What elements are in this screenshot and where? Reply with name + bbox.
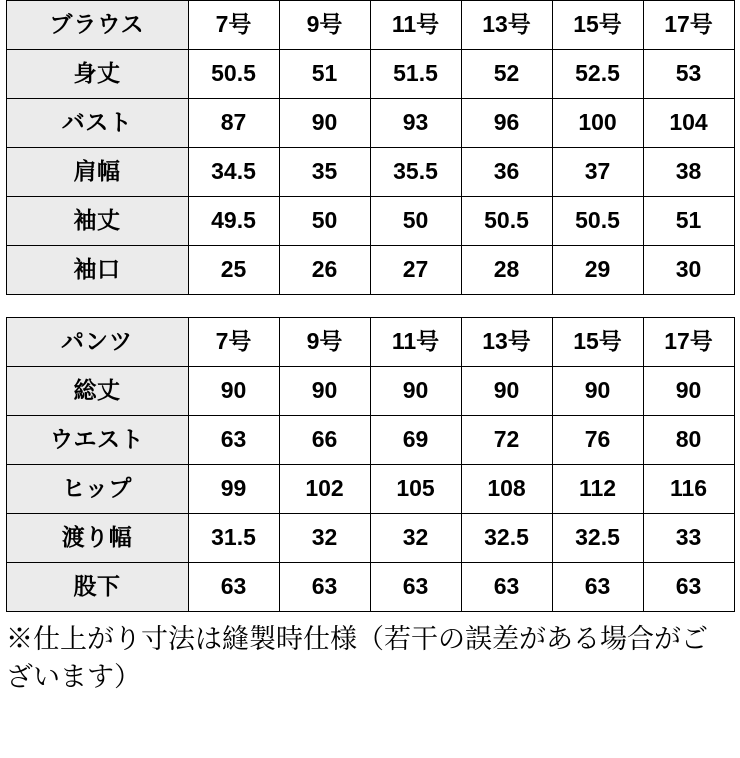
blouse-cell: 29	[552, 246, 643, 295]
blouse-row-label: 身丈	[6, 50, 188, 99]
blouse-cell: 35	[279, 148, 370, 197]
pants-cell: 80	[643, 416, 734, 465]
blouse-size-table	[6, 0, 735, 295]
blouse-cell: 36	[461, 148, 552, 197]
pants-cell: 105	[370, 465, 461, 514]
pants-column-header: 15号	[552, 318, 643, 367]
blouse-cell: 49.5	[188, 197, 279, 246]
blouse-cell: 35.5	[370, 148, 461, 197]
pants-cell: 90	[279, 367, 370, 416]
pants-cell: 90	[461, 367, 552, 416]
pants-cell: 63	[279, 563, 370, 612]
table-row	[6, 367, 734, 416]
blouse-cell: 87	[188, 99, 279, 148]
blouse-cell: 51.5	[370, 50, 461, 99]
blouse-cell: 51	[643, 197, 734, 246]
table-row	[6, 99, 734, 148]
blouse-column-header: 7号	[188, 1, 279, 50]
blouse-cell: 25	[188, 246, 279, 295]
blouse-cell: 50.5	[188, 50, 279, 99]
pants-cell: 112	[552, 465, 643, 514]
blouse-corner-label: ブラウス	[6, 1, 188, 50]
blouse-cell: 52	[461, 50, 552, 99]
pants-cell: 66	[279, 416, 370, 465]
blouse-cell: 96	[461, 99, 552, 148]
blouse-cell: 53	[643, 50, 734, 99]
blouse-cell: 104	[643, 99, 734, 148]
blouse-column-header: 11号	[370, 1, 461, 50]
blouse-column-header: 9号	[279, 1, 370, 50]
pants-cell: 76	[552, 416, 643, 465]
pants-cell: 116	[643, 465, 734, 514]
pants-cell: 72	[461, 416, 552, 465]
pants-cell: 32.5	[552, 514, 643, 563]
pants-row-label: 総丈	[6, 367, 188, 416]
pants-cell: 31.5	[188, 514, 279, 563]
pants-cell: 90	[552, 367, 643, 416]
pants-cell: 90	[370, 367, 461, 416]
pants-row-label: 股下	[6, 563, 188, 612]
measurement-note: ※仕上がり寸法は縫製時仕様（若干の誤差がある場合がございます）	[6, 624, 708, 693]
table-row	[6, 246, 734, 295]
blouse-size-table-block	[0, 0, 740, 295]
pants-corner-label: パンツ	[6, 318, 188, 367]
pants-row-label: ヒップ	[6, 465, 188, 514]
pants-row-label: ウエスト	[6, 416, 188, 465]
blouse-cell: 100	[552, 99, 643, 148]
table-spacer	[0, 295, 740, 317]
table-header-row	[6, 1, 734, 50]
blouse-cell: 27	[370, 246, 461, 295]
pants-cell: 69	[370, 416, 461, 465]
pants-column-header: 9号	[279, 318, 370, 367]
blouse-cell: 37	[552, 148, 643, 197]
pants-cell: 99	[188, 465, 279, 514]
pants-cell: 63	[643, 563, 734, 612]
blouse-cell: 93	[370, 99, 461, 148]
table-row	[6, 416, 734, 465]
pants-row-label: 渡り幅	[6, 514, 188, 563]
pants-cell: 63	[552, 563, 643, 612]
blouse-row-label: 袖丈	[6, 197, 188, 246]
pants-cell: 33	[643, 514, 734, 563]
pants-cell: 63	[461, 563, 552, 612]
pants-cell: 63	[188, 563, 279, 612]
blouse-cell: 28	[461, 246, 552, 295]
table-row	[6, 148, 734, 197]
table-row	[6, 465, 734, 514]
pants-cell: 32	[370, 514, 461, 563]
blouse-cell: 34.5	[188, 148, 279, 197]
pants-column-header: 17号	[643, 318, 734, 367]
pants-cell: 102	[279, 465, 370, 514]
blouse-cell: 90	[279, 99, 370, 148]
pants-cell: 63	[370, 563, 461, 612]
pants-column-header: 13号	[461, 318, 552, 367]
blouse-cell: 50	[370, 197, 461, 246]
blouse-column-header: 15号	[552, 1, 643, 50]
pants-size-table	[6, 317, 735, 612]
blouse-cell: 52.5	[552, 50, 643, 99]
blouse-row-label: 肩幅	[6, 148, 188, 197]
blouse-cell: 50	[279, 197, 370, 246]
table-header-row	[6, 318, 734, 367]
blouse-cell: 30	[643, 246, 734, 295]
blouse-row-label: 袖口	[6, 246, 188, 295]
blouse-column-header: 17号	[643, 1, 734, 50]
pants-size-table-block	[0, 317, 740, 612]
blouse-column-header: 13号	[461, 1, 552, 50]
table-row	[6, 197, 734, 246]
blouse-cell: 26	[279, 246, 370, 295]
table-row	[6, 563, 734, 612]
table-row	[6, 50, 734, 99]
blouse-cell: 50.5	[461, 197, 552, 246]
blouse-cell: 50.5	[552, 197, 643, 246]
blouse-cell: 51	[279, 50, 370, 99]
pants-cell: 90	[643, 367, 734, 416]
pants-cell: 90	[188, 367, 279, 416]
pants-column-header: 11号	[370, 318, 461, 367]
pants-cell: 32	[279, 514, 370, 563]
blouse-cell: 38	[643, 148, 734, 197]
pants-column-header: 7号	[188, 318, 279, 367]
blouse-row-label: バスト	[6, 99, 188, 148]
pants-cell: 32.5	[461, 514, 552, 563]
pants-cell: 108	[461, 465, 552, 514]
pants-cell: 63	[188, 416, 279, 465]
table-row	[6, 514, 734, 563]
